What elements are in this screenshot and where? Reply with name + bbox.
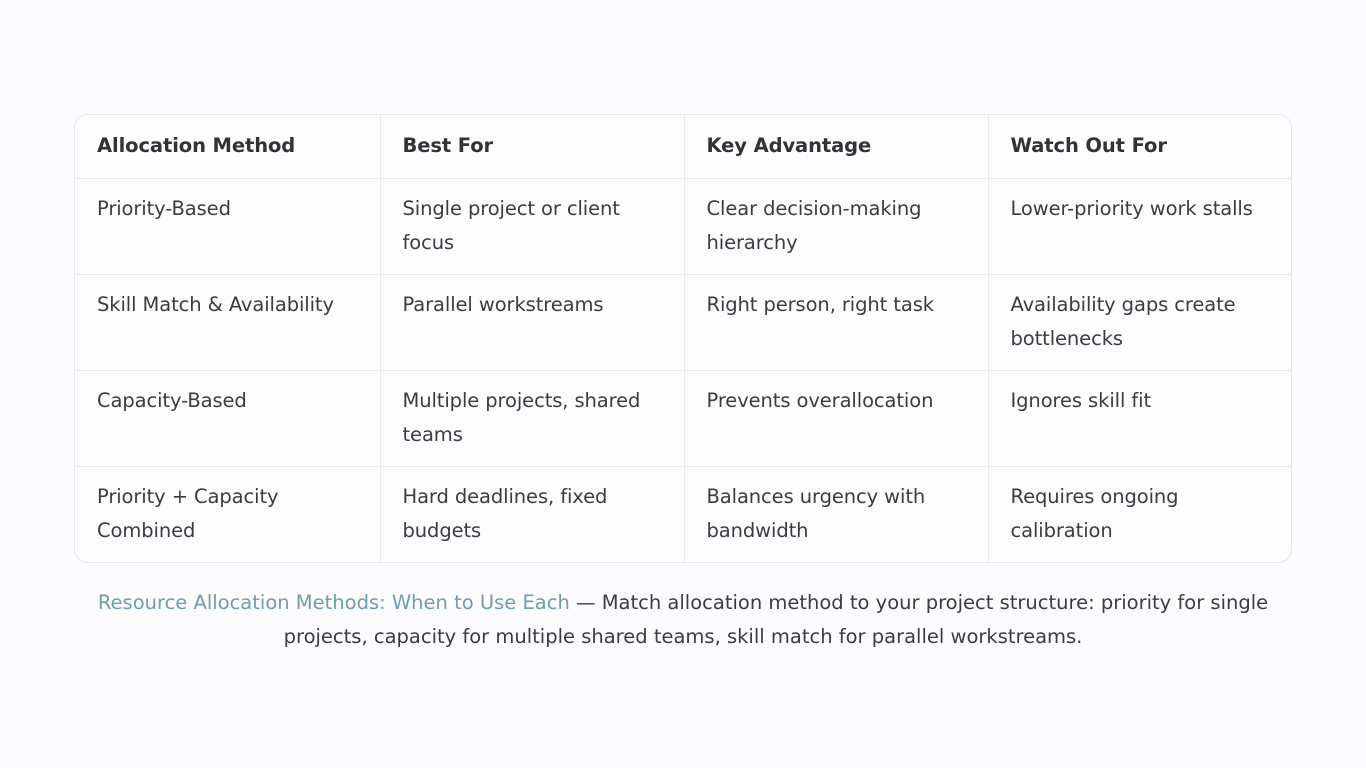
cell-watch-out-for: Lower-priority work stalls (988, 178, 1292, 274)
cell-watch-out-for: Availability gaps create bottlenecks (988, 274, 1292, 370)
cell-watch-out-for: Ignores skill fit (988, 370, 1292, 466)
cell-method: Skill Match & Availability (75, 274, 380, 370)
cell-watch-out-for: Requires ongoing calibration (1010, 484, 1179, 542)
cell-key-advantage: Balances urgency with bandwidth (684, 466, 988, 562)
table-row (75, 370, 1292, 466)
caption-text: Match allocation method to your project structure: priority for single projects, capacity for multiple shared teams, skill match for parallel workstreams. (283, 591, 1269, 648)
cell-best-for: Single project or client focus (380, 178, 684, 274)
header-best-for: Best For (380, 115, 684, 178)
caption-title: Resource Allocation Methods: When to Use Each (97, 591, 570, 614)
table-caption (83, 586, 1283, 654)
cell-key-advantage: Right person, right task (684, 274, 988, 370)
table-row (75, 178, 1292, 274)
cell-method: Priority + Capacity Combined (75, 466, 380, 562)
cell-key-advantage: Clear decision-making hierarchy (684, 178, 988, 274)
cell-key-advantage: Prevents overallocation (684, 370, 988, 466)
table-header-row (75, 115, 1292, 178)
comparison-table-card (74, 114, 1292, 563)
cell-best-for: Hard deadlines, fixed budgets (380, 466, 684, 562)
cell-method: Priority-Based (75, 178, 380, 274)
header-watch-out-for: Watch Out For (988, 115, 1292, 178)
allocation-methods-table (75, 115, 1292, 562)
table-row (75, 466, 1292, 562)
header-allocation-method: Allocation Method (75, 115, 380, 178)
header-key-advantage: Key Advantage (684, 115, 988, 178)
table-row (75, 274, 1292, 370)
cell-method: Capacity-Based (75, 370, 380, 466)
cell-best-for: Multiple projects, shared teams (380, 370, 684, 466)
cell-best-for: Parallel workstreams (380, 274, 684, 370)
caption-separator: — (569, 591, 602, 614)
